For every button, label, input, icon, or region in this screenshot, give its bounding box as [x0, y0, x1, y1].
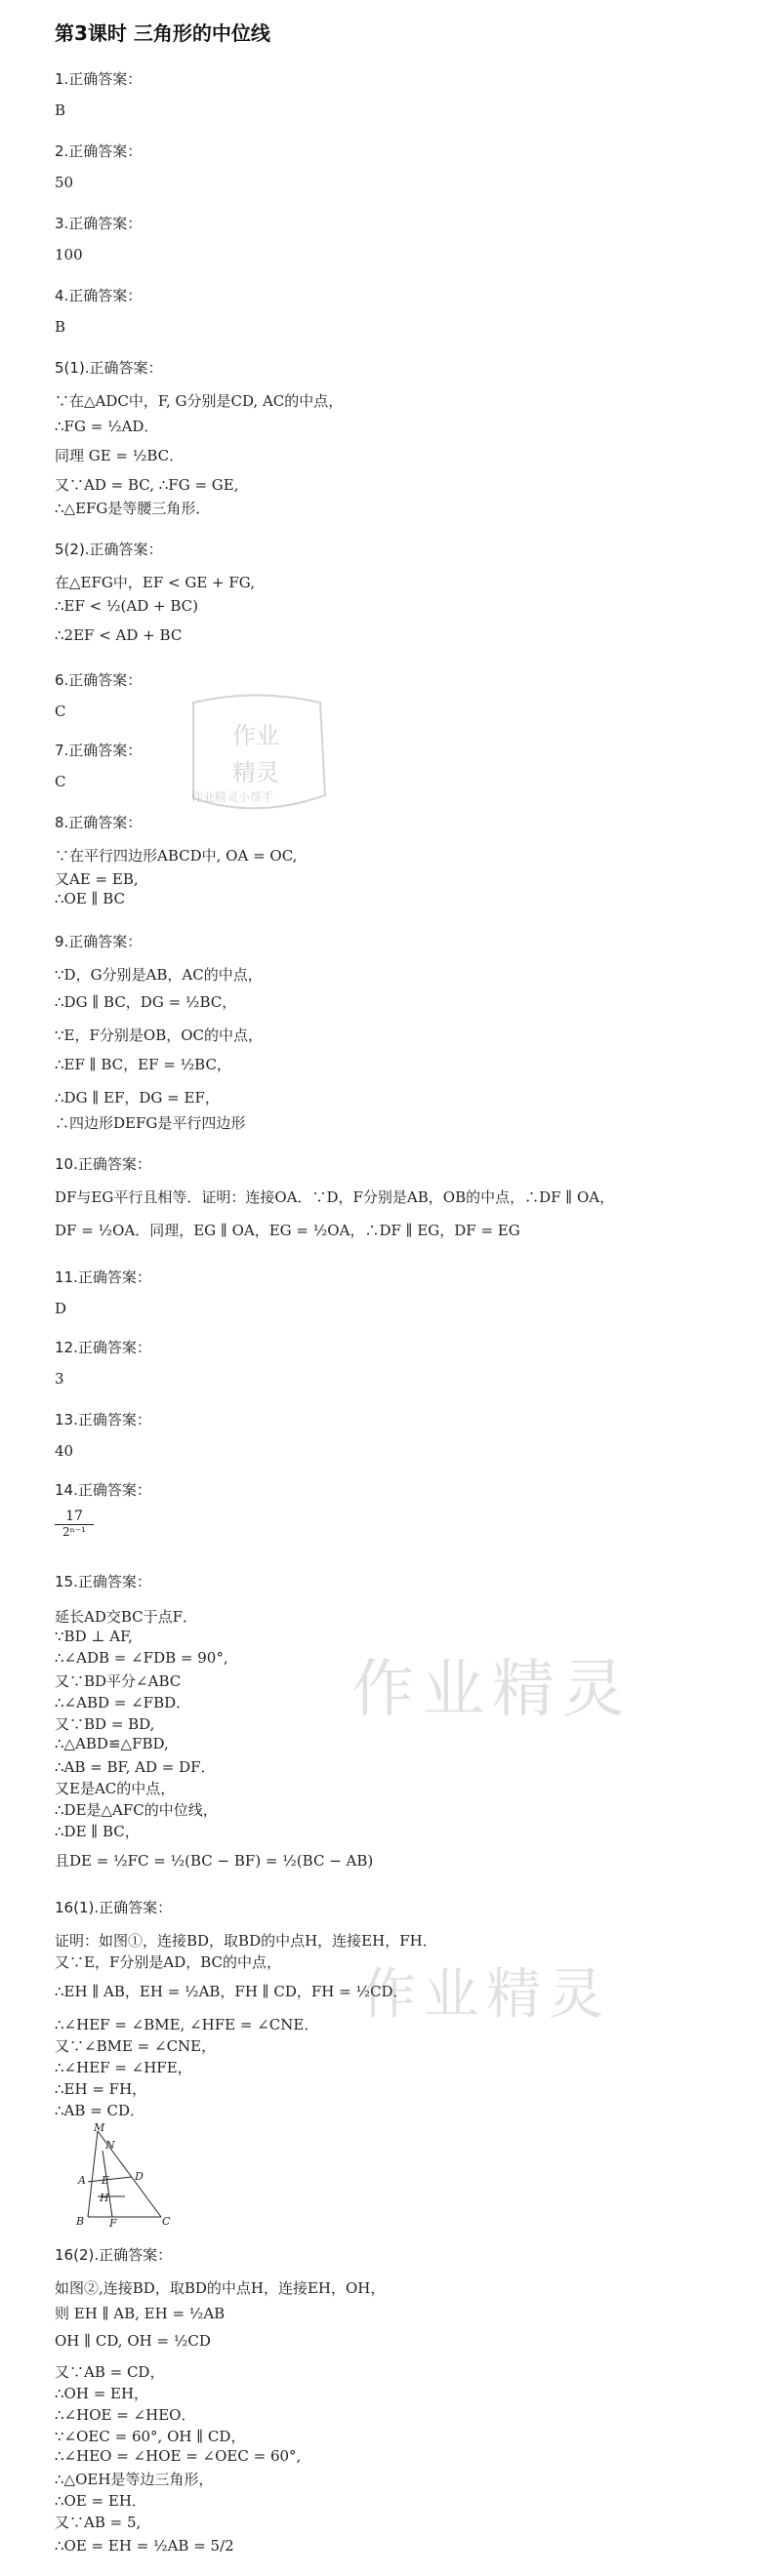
q16-1-line-6: ∴∠HEF = ∠HFE，: [55, 2059, 192, 2076]
q5-2-line-3: ∴2EF < AD + BC: [55, 626, 183, 644]
q15-line-10: ∴DE是△AFC的中位线，: [55, 1801, 218, 1819]
fig1-label-F: F: [109, 2217, 117, 2230]
q8-line-1: ∵在平行四边形ABCD中, OA = OC,: [55, 847, 298, 865]
q15-line-12: 且DE = ½FC = ½(BC − BF) = ½(BC − AB): [55, 1852, 374, 1870]
fig1-label-E: E: [102, 2174, 110, 2187]
q15-line-11: ∴DE ∥ BC，: [55, 1823, 140, 1840]
q15-line-3: ∴∠ADB = ∠FDB = 90°,: [55, 1649, 228, 1667]
q16-1-line-3: ∴EH ∥ AB，EH = ½AB，FH ∥ CD，FH = ½CD．: [55, 1983, 408, 2000]
q16-2-line-6: ∴∠HOE = ∠HEO．: [55, 2406, 196, 2424]
q10-label: 10.正确答案：: [55, 1155, 151, 1173]
q5-1-label: 5(1).正确答案：: [55, 359, 163, 377]
watermark-mid: [361, 1952, 611, 2030]
watermark-mid-text1: 作业: [361, 1963, 486, 2027]
q16-2-line-2: 则 EH ∥ AB, EH = ½AB: [55, 2305, 226, 2322]
q15-line-9: 又E是AC的中点，: [55, 1780, 176, 1797]
q9-line-2: ∴DG ∥ BC，DG = ½BC，: [55, 993, 237, 1011]
q9-line-1: ∵D，G分别是AB，AC的中点，: [55, 966, 263, 984]
q15-line-4: 又∵BD平分∠ABC: [55, 1672, 182, 1690]
q16-1-line-7: ∴EH = FH，: [55, 2080, 147, 2098]
q12-label: 12.正确答案：: [55, 1339, 151, 1356]
svg-text:精灵: 精灵: [232, 759, 279, 786]
q3-label: 3.正确答案：: [55, 215, 143, 232]
fig1-label-M: M: [94, 2123, 105, 2134]
fig1-label-A: A: [78, 2174, 86, 2187]
watermark-large-text1: 作业: [351, 1654, 492, 1726]
q9-label: 9.正确答案：: [55, 933, 143, 950]
fig1-label-B: B: [76, 2215, 85, 2228]
q16-1-line-1: 证明：如图①，连接BD，取BD的中点H，连接EH，FH．: [55, 1932, 437, 1950]
fig1-label-H: H: [100, 2192, 109, 2204]
q5-1-line-4: 又∵AD = BC, ∴FG = GE,: [55, 476, 239, 494]
q4-answer: B: [55, 318, 66, 336]
q15-label: 15.正确答案：: [55, 1573, 151, 1590]
q7-label: 7.正确答案：: [55, 742, 143, 759]
q16-2-line-12: ∴OE = EH = ½AB = 5/2: [55, 2537, 234, 2555]
q5-1-line-1: ∵在△ADC中，F, G分别是CD, AC的中点，: [55, 392, 344, 410]
q9-line-3: ∵E，F分别是OB，OC的中点，: [55, 1026, 263, 1044]
q10-line-1: DF与EG平行且相等．证明：连接OA．∵D，F分别是AB，OB的中点，∴DF ∥ OA，: [55, 1188, 615, 1206]
q9-line-6: ∴四边形DEFG是平行四边形: [55, 1114, 246, 1132]
q5-2-line-1: 在△EFG中，EF < GE + FG,: [55, 574, 255, 591]
q9-line-4: ∴EF ∥ BC，EF = ½BC，: [55, 1056, 231, 1073]
q15-line-8: ∴AB = BF, AD = DF．: [55, 1758, 216, 1776]
q16-2-line-5: ∴OH = EH，: [55, 2385, 149, 2402]
q16-2-line-10: ∴OE = EH．: [55, 2492, 146, 2510]
q1-answer: B: [55, 101, 66, 119]
q1-label: 1.正确答案：: [55, 70, 143, 88]
q16-1-line-4: ∴∠HEF = ∠BME, ∠HFE = ∠CNE．: [55, 2016, 319, 2033]
watermark-mid-text2: 精灵: [486, 1963, 611, 2027]
q16-2-line-9: ∴△OEH是等边三角形，: [55, 2471, 214, 2488]
q6-label: 6.正确答案：: [55, 671, 143, 689]
watermark-large-text2: 精灵: [492, 1654, 633, 1726]
q16-1-line-8: ∴AB = CD．: [55, 2102, 145, 2119]
q13-label: 13.正确答案：: [55, 1411, 151, 1429]
q16-2-line-8: ∴∠HEO = ∠HOE = ∠OEC = 60°,: [55, 2447, 302, 2465]
q16-2-label: 16(2).正确答案：: [55, 2246, 173, 2264]
watermark-stamp: [174, 683, 340, 829]
figure-1: [68, 2123, 176, 2231]
q13-answer: 40: [55, 1442, 74, 1460]
q16-1-line-5: 又∵∠BME = ∠CNE，: [55, 2037, 217, 2055]
q5-1-line-5: ∴△EFG是等腰三角形．: [55, 500, 211, 517]
q3-answer: 100: [55, 246, 83, 263]
fig1-label-C: C: [162, 2215, 171, 2228]
q8-label: 8.正确答案：: [55, 814, 143, 831]
q16-2-line-3: OH ∥ CD, OH = ½CD: [55, 2332, 211, 2350]
q2-label: 2.正确答案：: [55, 142, 143, 160]
q15-line-1: 延长AD交BC于点F．: [55, 1608, 198, 1626]
svg-text:作业: 作业: [232, 722, 279, 749]
q5-2-line-2: ∴EF < ½(AD + BC): [55, 597, 198, 615]
q16-2-line-11: 又∵AB = 5,: [55, 2514, 142, 2531]
q14-label: 14.正确答案：: [55, 1481, 151, 1499]
q6-answer: C: [55, 703, 66, 720]
q14-fraction: [55, 1509, 94, 1539]
q15-line-6: 又∵BD = BD,: [55, 1715, 155, 1733]
q11-answer: D: [55, 1300, 67, 1317]
q16-1-line-2: 又∵E，F分别是AD，BC的中点，: [55, 1953, 281, 1971]
fig1-label-N: N: [105, 2139, 115, 2152]
page-title: 第3课时 三角形的中位线: [55, 21, 270, 45]
q8-line-2: 又AE = EB,: [55, 870, 139, 888]
q9-line-5: ∴DG ∥ EF，DG = EF，: [55, 1089, 220, 1107]
q8-line-3: ∴OE ∥ BC: [55, 890, 126, 907]
q15-line-5: ∴∠ABD = ∠FBD．: [55, 1694, 191, 1711]
q16-2-line-1: 如图②,连接BD，取BD的中点H，连接EH，OH，: [55, 2279, 386, 2297]
q5-1-line-2: ∴FG = ½AD．: [55, 418, 159, 435]
q10-line-2: DF = ½OA．同理，EG ∥ OA，EG = ½OA，∴DF ∥ EG，DF = EG: [55, 1222, 520, 1239]
q14-numerator: 17: [55, 1509, 94, 1525]
q5-1-line-3: 同理 GE = ½BC．: [55, 447, 185, 464]
q14-denominator: 2ⁿ⁻¹: [62, 1525, 86, 1539]
q12-answer: 3: [55, 1370, 64, 1388]
q2-answer: 50: [55, 174, 74, 191]
q16-1-label: 16(1).正确答案：: [55, 1899, 173, 1916]
fig1-label-D: D: [135, 2170, 144, 2183]
watermark-large: [351, 1639, 633, 1729]
q5-2-label: 5(2).正确答案：: [55, 541, 163, 558]
q16-2-line-4: 又∵AB = CD，: [55, 2363, 165, 2381]
q7-answer: C: [55, 773, 66, 790]
q4-label: 4.正确答案：: [55, 287, 143, 304]
q15-line-2: ∵BD ⊥ AF,: [55, 1628, 133, 1645]
q11-label: 11.正确答案：: [55, 1268, 151, 1286]
q16-2-line-7: ∵∠OEC = 60°, OH ∥ CD，: [55, 2428, 246, 2445]
q15-line-7: ∴△ABD≌△FBD,: [55, 1735, 169, 1752]
watermark-caption: 作业精灵小帮手: [191, 790, 274, 804]
